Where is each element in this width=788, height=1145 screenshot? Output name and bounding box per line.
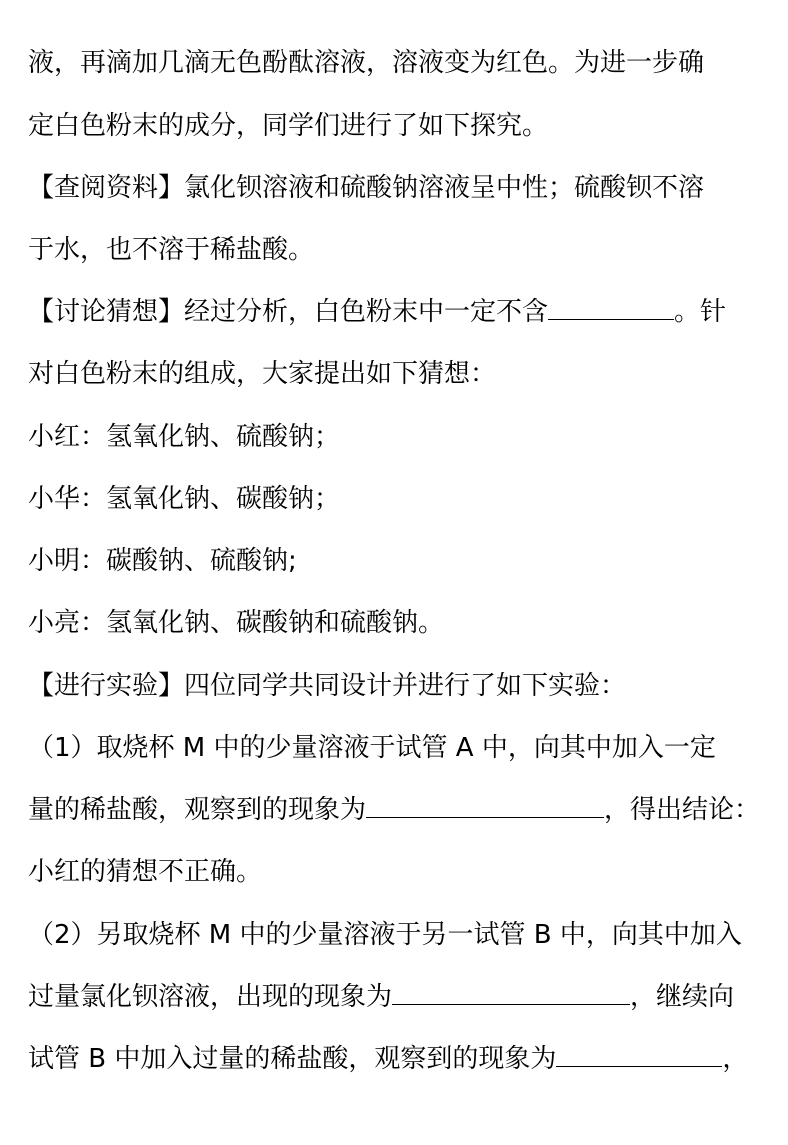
text-line: 于水，也不溶于稀盐酸。 <box>28 235 315 265</box>
text-segment: 【讨论猜想】经过分析，白色粉末中一定不含 <box>28 297 549 327</box>
text-line-with-blank <box>28 295 726 329</box>
text-segment: ， <box>722 1044 749 1074</box>
text-line: 小华：氢氧化钠、碳酸钠； <box>28 484 341 514</box>
answer-blank[interactable] <box>548 295 674 320</box>
text-line-with-blank <box>28 1042 748 1076</box>
text-line-with-blank <box>28 793 760 827</box>
text-line: 定白色粉末的成分，同学们进行了如下探究。 <box>28 111 549 141</box>
text-segment: ，得出结论： <box>604 795 761 825</box>
text-line: 对白色粉末的组成，大家提出如下猜想： <box>28 359 497 389</box>
text-line: 小明：碳酸钠、硫酸钠; <box>28 546 297 576</box>
text-line: 小红：氢氧化钠、硫酸钠； <box>28 422 341 452</box>
text-line: （2）另取烧杯 M 中的少量溶液于另一试管 B 中，向其中加入 <box>28 920 742 950</box>
text-line: 小红的猜想不正确。 <box>28 857 263 887</box>
text-line: 小亮：氢氧化钠、碳酸钠和硫酸钠。 <box>28 608 445 638</box>
text-segment: 量的稀盐酸，观察到的现象为 <box>28 795 367 825</box>
text-segment: 试管 B 中加入过量的稀盐酸，观察到的现象为 <box>28 1044 557 1074</box>
text-segment: 。针 <box>674 297 727 327</box>
text-segment: 过量氯化钡溶液，出现的现象为 <box>28 982 393 1012</box>
answer-blank[interactable] <box>392 980 630 1005</box>
text-line: 【查阅资料】氯化钡溶液和硫酸钠溶液呈中性；硫酸钡不溶 <box>28 173 705 203</box>
answer-blank[interactable] <box>556 1042 722 1067</box>
text-line: 【进行实验】四位同学共同设计并进行了如下实验： <box>28 671 627 701</box>
text-line-with-blank <box>28 980 734 1014</box>
answer-blank[interactable] <box>366 793 604 818</box>
text-line: （1）取烧杯 M 中的少量溶液于试管 A 中，向其中加入一定 <box>28 733 716 763</box>
text-segment: ，继续向 <box>630 982 735 1012</box>
text-line: 液，再滴加几滴无色酚酞溶液，溶液变为红色。为进一步确 <box>28 48 705 78</box>
